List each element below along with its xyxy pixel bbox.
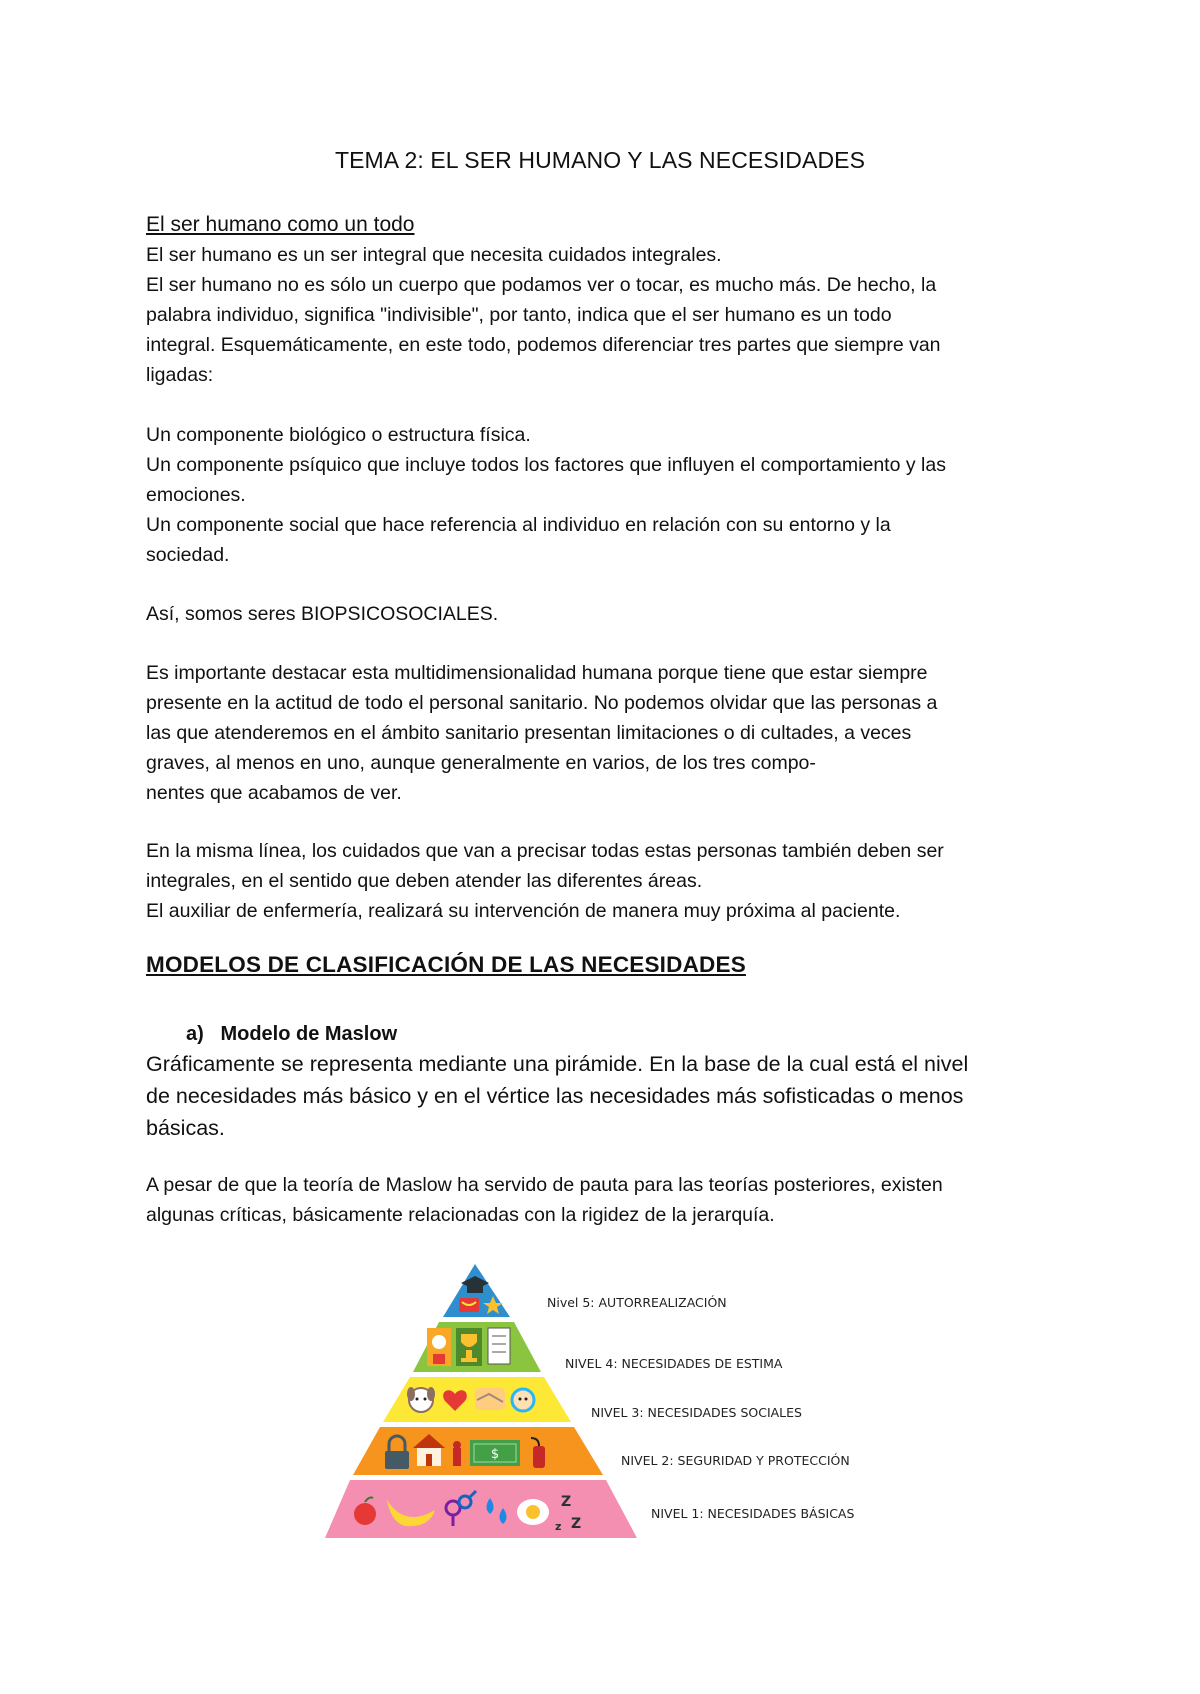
text-line: Gráficamente se representa mediante una pirámide. En la base de la cual está el nivel	[146, 1052, 969, 1076]
component-line: Un componente social que hace referencia al individuo en relación con su entorno y la	[146, 514, 891, 536]
egg-icon	[517, 1499, 549, 1525]
biopsicosocial-paragraph	[146, 599, 1076, 629]
svg-text:$: $	[490, 1447, 500, 1462]
maslow-paragraph	[146, 1048, 968, 1144]
pyramid-label-level-4: NIVEL 4: NECESIDADES DE ESTIMA	[565, 1356, 783, 1371]
text-line: palabra individuo, significa "indivisible", por tanto, indica que el ser humano es un todo	[146, 304, 892, 326]
trophy-icon	[456, 1328, 482, 1366]
text-line: graves, al menos en uno, aunque generalmente en varios, de los tres compo-	[146, 752, 816, 774]
text-line: A pesar de que la teoría de Maslow ha servido de pauta para las teorías posteriores, existen	[146, 1174, 943, 1196]
pyramid-label-level-3: NIVEL 3: NECESIDADES SOCIALES	[591, 1405, 802, 1420]
svg-text:z: z	[555, 1520, 562, 1533]
svg-text:Z: Z	[561, 1494, 572, 1510]
text-line: El ser humano no es sólo un cuerpo que podamos ver o tocar, es mucho más. De hecho, la	[146, 274, 937, 296]
text-line: El ser humano es un ser integral que necesita cuidados integrales.	[146, 244, 722, 266]
text-line: de necesidades más básico y en el vértice las necesidades más sofisticadas o menos	[146, 1084, 964, 1108]
checklist-icon	[488, 1328, 510, 1364]
pyramid-label-level-1: NIVEL 1: NECESIDADES BÁSICAS	[651, 1506, 855, 1521]
importance-paragraph	[146, 658, 1076, 808]
component-line: sociedad.	[146, 544, 230, 566]
care-paragraph	[146, 836, 1076, 926]
component-line: emociones.	[146, 484, 246, 506]
dog-icon	[407, 1387, 435, 1412]
subheading-maslow: a) Modelo de Maslow	[186, 1023, 398, 1045]
book-icon	[459, 1298, 479, 1312]
text-line: Así, somos seres BIOPSICOSOCIALES.	[146, 603, 499, 625]
handshake-icon	[475, 1388, 505, 1410]
text-line: integrales, en el sentido que deben atender las diferentes áreas.	[146, 870, 703, 892]
text-line: El auxiliar de enfermería, realizará su intervención de manera muy próxima al paciente.	[146, 900, 901, 922]
text-line: nentes que acabamos de ver.	[146, 782, 402, 804]
svg-text:Z: Z	[571, 1516, 582, 1532]
text-line: presente en la actitud de todo el personal sanitario. No podemos olvidar que las personas a	[146, 692, 938, 714]
pyramid-label-level-2: NIVEL 2: SEGURIDAD Y PROTECCIÓN	[621, 1453, 850, 1468]
medal-icon	[427, 1328, 451, 1366]
components-list	[146, 420, 1076, 570]
component-line: Un componente psíquico que incluye todos los factores que influyen el comportamiento y las	[146, 454, 946, 476]
text-line: En la misma línea, los cuidados que van a precisar todas estas personas también deben ser	[146, 840, 944, 862]
critique-paragraph	[146, 1170, 943, 1230]
text-line: integral. Esquemáticamente, en este todo, podemos diferenciar tres partes que siempre van	[146, 334, 941, 356]
fire-alarm-icon	[453, 1441, 461, 1466]
text-line: básicas.	[146, 1116, 225, 1140]
baby-icon	[512, 1389, 534, 1411]
text-line: ligadas:	[146, 364, 214, 386]
section-heading: El ser humano como un todo	[146, 213, 415, 236]
text-line: Es importante destacar esta multidimensionalidad humana porque tiene que estar siempre	[146, 662, 928, 684]
money-icon	[470, 1440, 520, 1466]
text-line: las que atenderemos en el ámbito sanitario presentan limitaciones o di cultades, a veces	[146, 722, 912, 744]
section-heading-models: MODELOS DE CLASIFICACIÓN DE LAS NECESIDADES	[146, 952, 746, 977]
page-title: TEMA 2: EL SER HUMANO Y LAS NECESIDADES	[334, 147, 866, 173]
pyramid-label-level-5: Nivel 5: AUTORREALIZACIÓN	[547, 1295, 727, 1310]
text-line: algunas críticas, básicamente relacionadas con la rigidez de la jerarquía.	[146, 1204, 775, 1226]
component-line: Un componente biológico o estructura física.	[146, 424, 531, 446]
section-intro	[146, 210, 1076, 390]
maslow-pyramid	[325, 1262, 885, 1552]
